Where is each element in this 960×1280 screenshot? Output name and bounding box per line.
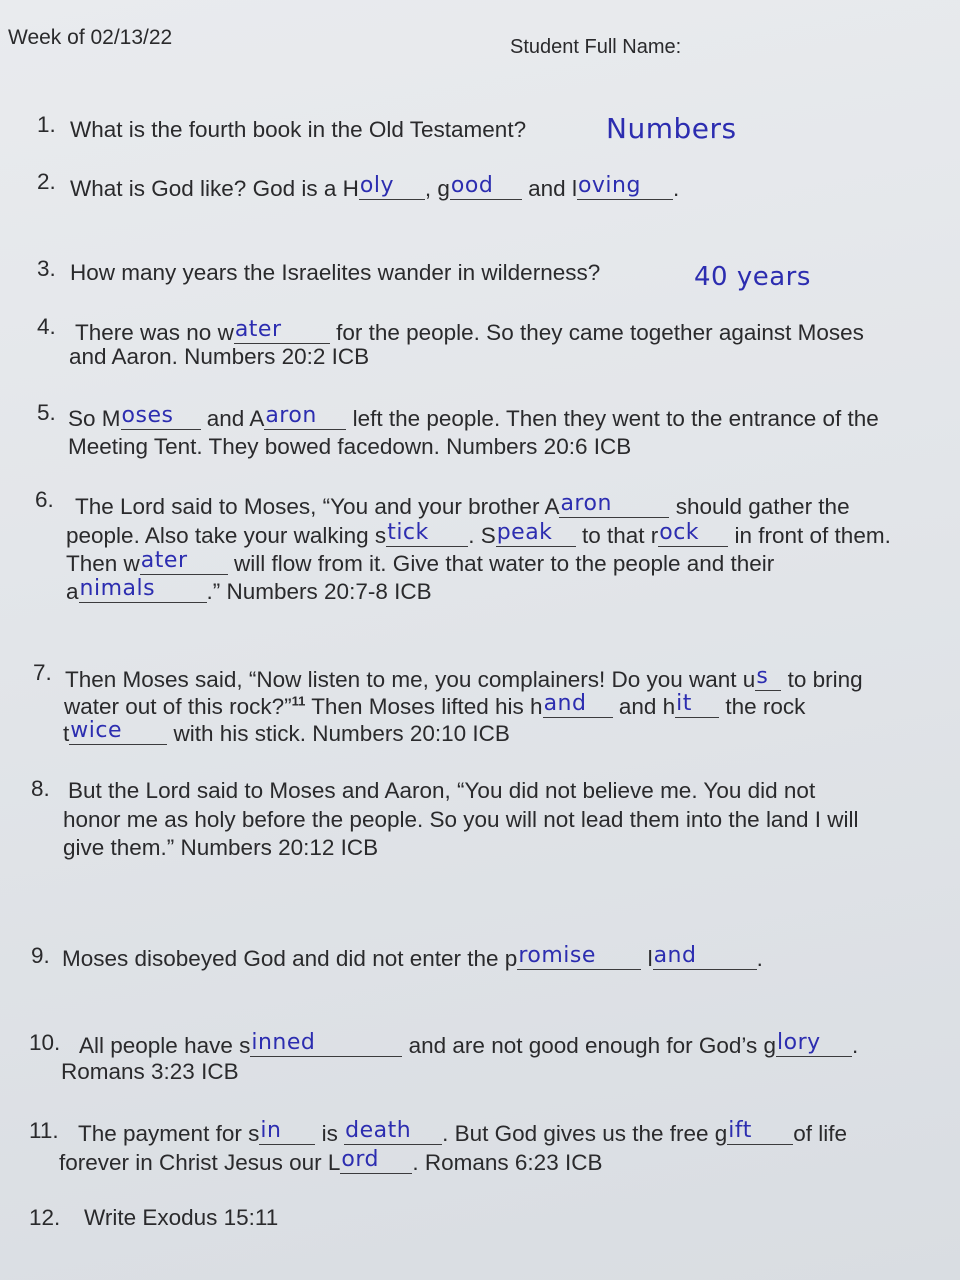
- question-number: 5.: [37, 400, 56, 425]
- question-text: .: [852, 1033, 859, 1058]
- question-text: honor me as holy before the people. So you will not lead them into the land I will: [63, 807, 859, 832]
- question-number: 1.: [37, 112, 56, 137]
- question-text: left the people. Then they went to the entrance of the: [346, 406, 879, 431]
- question-text: .: [756, 946, 763, 971]
- answer-blank: [675, 691, 719, 718]
- question-text: What is God like? God is a H: [70, 176, 359, 201]
- question-text: a: [66, 579, 79, 604]
- answer-handwritten: inned: [251, 1030, 316, 1055]
- question-text: of life: [793, 1121, 848, 1146]
- answer-handwritten: ock: [659, 520, 700, 545]
- answer-handwritten: oly: [359, 173, 394, 198]
- question-text: and A: [200, 406, 265, 431]
- question-text: for the people. So they came together against Moses: [329, 320, 864, 345]
- answer-handwritten: aron: [265, 403, 317, 428]
- question-text: and Aaron. Numbers 20:2 ICB: [69, 344, 370, 369]
- question-text: to that r: [575, 523, 659, 548]
- answer-blank: [577, 173, 673, 200]
- question-text: . Romans 6:23 ICB: [412, 1150, 603, 1175]
- question-text: in front of them.: [728, 523, 891, 548]
- answer-handwritten: in: [260, 1118, 282, 1143]
- answer-blank: [234, 317, 330, 344]
- question-text: forever in Christ Jesus our L: [59, 1150, 341, 1175]
- answer-handwritten: peak: [496, 520, 553, 545]
- question-text: give them.” Numbers 20:12 ICB: [63, 835, 379, 860]
- answer-handwritten: romise: [518, 943, 596, 968]
- week-label: Week of 02/13/22: [8, 26, 173, 49]
- question-text: water out of this rock?”: [64, 694, 292, 719]
- answer-blank: [517, 943, 641, 970]
- question-text: So M: [68, 406, 121, 431]
- question-text: The Lord said to Moses, “You and your brother A: [75, 494, 560, 519]
- answer-handwritten: oving: [577, 173, 641, 198]
- question-text: All people have s: [79, 1033, 251, 1058]
- verse-number: 11: [291, 693, 306, 709]
- answer-handwritten: 40 years: [694, 262, 811, 292]
- question-number: 3.: [37, 256, 56, 281]
- question-number: 8.: [31, 776, 50, 801]
- answer-handwritten: wice: [70, 718, 123, 743]
- question-text: .” Numbers 20:7-8 ICB: [206, 579, 432, 604]
- answer-blank: [755, 664, 781, 691]
- question-text: will flow from it. Give that water to the people and their: [227, 551, 775, 576]
- question-text: and l: [521, 176, 577, 201]
- question-text: the rock: [719, 694, 806, 719]
- answer-blank: [559, 491, 669, 518]
- question-text: Romans 3:23 ICB: [61, 1059, 239, 1084]
- question-number: 10.: [29, 1030, 61, 1055]
- question-text: What is the fourth book in the Old Testament?: [70, 117, 527, 142]
- question-text: should gather the: [669, 494, 850, 519]
- question-text: t: [63, 721, 70, 746]
- answer-blank: [727, 1118, 793, 1145]
- answer-handwritten: s: [756, 664, 769, 689]
- question-text: people. Also take your walking s: [66, 523, 387, 548]
- answer-handwritten: ater: [140, 548, 188, 573]
- question-number: 9.: [31, 943, 50, 968]
- answer-blank: [121, 403, 201, 430]
- answer-handwritten: ord: [341, 1147, 379, 1172]
- answer-handwritten: tick: [387, 520, 429, 545]
- answer-blank: [653, 943, 757, 970]
- question-number: 6.: [35, 487, 54, 512]
- answer-handwritten: aron: [560, 491, 612, 516]
- question-text: , g: [424, 176, 450, 201]
- answer-blank: [496, 520, 576, 547]
- question-text: .: [672, 176, 680, 201]
- answer-blank: [250, 1030, 402, 1057]
- answer-blank: [79, 576, 207, 603]
- student-name-label: Student Full Name:: [510, 36, 682, 58]
- question-text: with his stick. Numbers 20:10 ICB: [167, 721, 510, 746]
- question-number: 2.: [37, 169, 56, 194]
- question-text: Then Moses lifted his h: [305, 694, 543, 719]
- question-text: Moses disobeyed God and did not enter the p: [62, 946, 518, 971]
- answer-handwritten: ater: [234, 317, 282, 342]
- question-text: The payment for s: [78, 1121, 260, 1146]
- question-number: 4.: [37, 314, 56, 339]
- answer-blank: [69, 718, 167, 745]
- answer-handwritten: nimals: [79, 576, 156, 601]
- answer-handwritten: oses: [121, 403, 174, 428]
- answer-blank: [359, 173, 425, 200]
- question-text: and are not good enough for God’s g: [402, 1033, 776, 1058]
- question-number: 7.: [33, 660, 52, 685]
- question-number: 12.: [29, 1205, 61, 1230]
- question-text: Then Moses said, “Now listen to me, you complainers! Do you want u: [65, 667, 756, 692]
- question-text: Write Exodus 15:11: [84, 1205, 279, 1230]
- answer-handwritten: ift: [728, 1118, 752, 1143]
- answer-handwritten: it: [676, 691, 692, 716]
- answer-blank: [658, 520, 728, 547]
- question-text: . But God gives us the free g: [442, 1121, 728, 1146]
- question-text: Meeting Tent. They bowed facedown. Numbers 20:6 ICB: [68, 434, 632, 459]
- answer-handwritten: and: [653, 943, 697, 968]
- question-text: and h: [612, 694, 676, 719]
- answer-blank: [776, 1030, 852, 1057]
- question-text: to bring: [781, 667, 863, 692]
- answer-blank: [543, 691, 613, 718]
- answer-blank: [340, 1147, 412, 1174]
- answer-blank: [140, 548, 228, 575]
- answer-blank: [450, 173, 522, 200]
- question-text: l: [641, 946, 653, 971]
- answer-handwritten: death: [345, 1118, 412, 1143]
- question-text: There was no w: [75, 320, 234, 345]
- answer-blank: [264, 403, 346, 430]
- question-text: is: [315, 1121, 345, 1146]
- question-text: But the Lord said to Moses and Aaron, “You did not believe me. You did not: [68, 778, 816, 803]
- answer-handwritten: and: [543, 691, 587, 716]
- answer-handwritten: Numbers: [606, 112, 737, 145]
- answer-blank: [259, 1118, 315, 1145]
- question-number: 11.: [29, 1118, 59, 1143]
- answer-blank: [386, 520, 468, 547]
- answer-handwritten: lory: [777, 1030, 821, 1055]
- answer-blank: [344, 1118, 442, 1145]
- answer-handwritten: ood: [450, 173, 494, 198]
- question-text: How many years the Israelites wander in wilderness?: [70, 260, 601, 285]
- question-text: . S: [468, 523, 496, 548]
- question-text: Then w: [66, 551, 140, 576]
